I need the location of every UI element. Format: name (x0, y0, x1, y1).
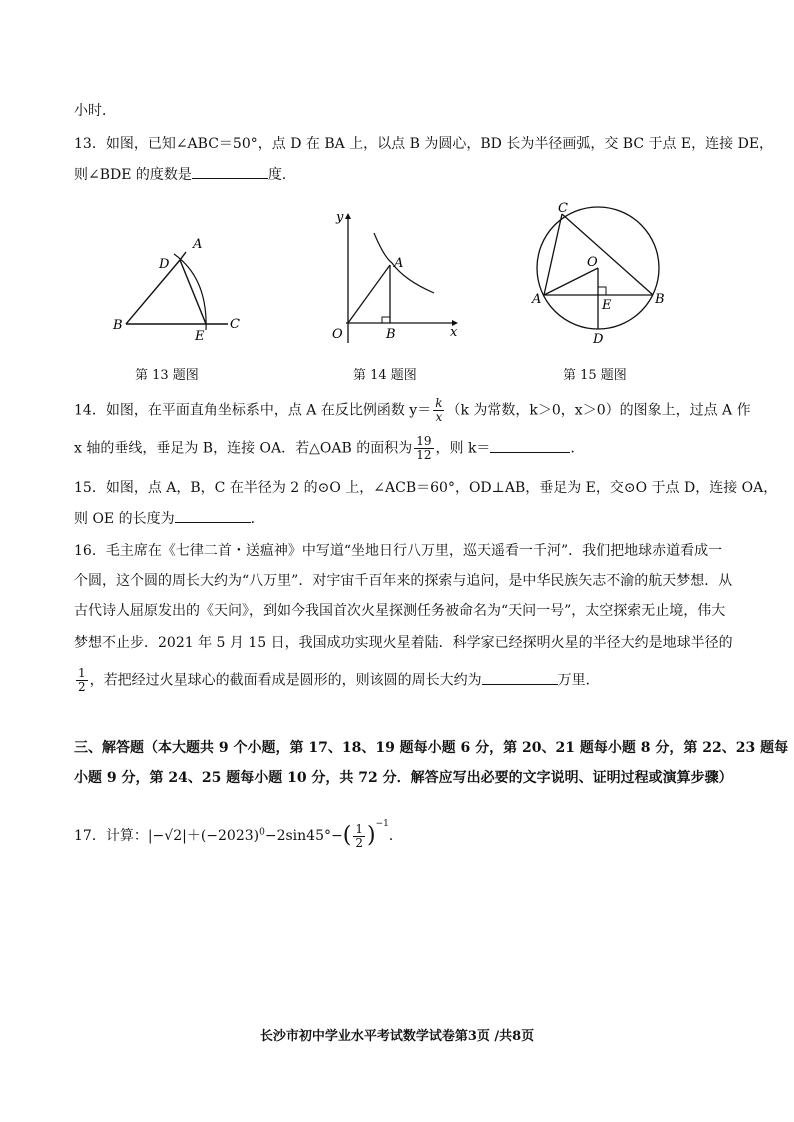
q16-text1: 毛主席在《七律二首・送瘟神》中写道“坐地日行八万里，巡天遥看一千河”．我们把地球赤道看成一 (105, 543, 723, 559)
q17-paren-left: ( (342, 823, 352, 848)
right-angle-mark (382, 317, 390, 323)
q15-line1 (74, 478, 777, 498)
q17-end: ． (388, 828, 403, 844)
fig14-label-4: x (450, 325, 458, 340)
q16-line5 (74, 667, 600, 694)
fig15-label-0: C (558, 201, 568, 216)
arc-de (174, 254, 206, 330)
q16-text5a: ，若把经过火星球心的截面看成是圆形的，则该圆的周长大约为 (89, 672, 482, 689)
q14-frac-num: k (435, 396, 443, 410)
q14-text1b: （k 为常数，k＞0，x＞0）的图象上，过点 A 作 (446, 402, 751, 419)
q15-text2a: 则 OE 的长度为 (74, 511, 175, 527)
q13-answer-blank[interactable] (192, 164, 268, 179)
fig15-label-3: E (602, 298, 612, 313)
q15-number: 15． (74, 480, 106, 496)
q17-frac-den: 2 (355, 835, 363, 850)
line-oa (544, 268, 598, 295)
q17-abs-content: −√2 (152, 828, 183, 844)
q15-answer-blank[interactable] (175, 508, 251, 523)
q14-line2 (74, 435, 584, 462)
q17-line (74, 814, 403, 850)
line-ba (126, 260, 180, 324)
q17-fraction (353, 823, 365, 850)
q16-line2: 个圆，这个圆的周长大约为“八万里”．对宇宙千百年来的探索与追问，是中华民族矢志不渝的航天梦想．从 (74, 573, 733, 589)
fig15-label-4: B (655, 292, 665, 307)
q17-frac-num: 1 (355, 821, 363, 836)
line-cb (562, 214, 653, 295)
q13-text1: 如图，已知∠ABC＝50°，点 D 在 BA 上，以点 B 为圆心，BD 长为半径画弧，交 BC 于点 E，连接 DE， (105, 136, 774, 152)
fig13-label-2: B (113, 318, 123, 333)
q14-text2c: ． (570, 440, 585, 457)
q16-line3: 古代诗人屈原发出的《天问》，到如今我国首次火星探测任务被命名为“天问一号”，太空探索无止境，伟大 (74, 603, 726, 619)
q15-line2 (74, 508, 265, 529)
q16-line1 (74, 541, 722, 561)
q15-text1: 如图，点 A，B，C 在半径为 2 的⊙O 上，∠ACB＝60°，OD⊥AB，垂足为 E，交⊙O 于点 D，连接 OA， (105, 480, 778, 496)
q13-number: 13． (74, 136, 106, 152)
section3-heading-line1: 三、解答题（本大题共 9 个小题，第 17、18、19 题每小题 6 分，第 20、21 题每小题 8 分，第 22、23 题每 (74, 740, 789, 756)
fig14-label-3: B (386, 327, 396, 342)
fig13-caption: 第 13 题图 (135, 368, 199, 383)
q14-function-fraction (433, 397, 444, 424)
q14-area-fraction (414, 435, 433, 462)
section3-heading-line2: 小题 9 分，第 24、25 题每小题 10 分，共 72 分．解答应写出必要的文字说明、证明过程或演算步骤） (74, 770, 733, 786)
q17-paren-right: ) (366, 823, 376, 848)
q15-text2b: ． (250, 511, 265, 527)
page-footer: 长沙市初中学业水平考试数学试卷第3页 /共8页 (259, 1029, 535, 1044)
q17-term2: ＋(−2023) (186, 828, 260, 844)
figure-14 (322, 205, 467, 350)
q14-frac-den: x (435, 410, 443, 424)
fig13-label-3: E (195, 329, 205, 344)
q16-number: 16． (74, 543, 106, 559)
q14-line1 (74, 397, 751, 424)
fig13-label-0: A (193, 237, 203, 252)
q14-text2b: ，则 k＝ (435, 440, 491, 457)
q17-exp0: 0 (259, 827, 265, 838)
q17-exp-neg1: −1 (375, 819, 389, 829)
fig14-label-0: y (336, 210, 344, 225)
q14-text1a: 如图，在平面直角坐标系中，点 A 在反比例函数 y＝ (105, 402, 432, 419)
q14-area-num: 19 (416, 434, 432, 448)
q14-area-den: 12 (416, 448, 432, 462)
q16-frac-num: 1 (78, 666, 86, 680)
q13-text2b: 度． (267, 167, 296, 183)
q12-tail: 小时． (74, 103, 116, 119)
fig15-label-1: O (587, 255, 598, 270)
q14-text2a: x 轴的垂线，垂足为 B，连接 OA．若△OAB 的面积为 (74, 440, 413, 457)
fig15-label-5: D (593, 332, 604, 347)
fig14-caption: 第 14 题图 (353, 368, 417, 383)
q17-number: 17． (74, 828, 106, 844)
q14-number: 14． (74, 402, 106, 419)
q13-text2a: 则∠BDE 的度数是 (74, 167, 192, 183)
figure-15 (530, 200, 680, 348)
q17-abs-right: | (182, 828, 187, 844)
y-axis-arrow (345, 213, 351, 219)
q16-frac-den: 2 (78, 680, 86, 694)
hyperbola-curve (374, 233, 434, 293)
line-oa (348, 265, 390, 323)
q17-abs-left: | (147, 828, 153, 844)
fig13-label-1: D (159, 257, 170, 272)
q13-line1 (74, 134, 773, 154)
fig13-label-4: C (230, 317, 240, 332)
q17-label: 计算： (105, 828, 148, 844)
q16-text5b: 万里． (557, 672, 600, 689)
q17-term3: −2sin45°− (264, 828, 343, 844)
figure-13 (100, 230, 260, 345)
fig14-label-1: A (394, 256, 404, 271)
fig15-label-2: A (532, 292, 542, 307)
q16-fraction (76, 667, 88, 694)
q14-answer-blank[interactable] (490, 438, 570, 453)
q13-line2 (74, 164, 296, 185)
q16-answer-blank[interactable] (482, 670, 558, 685)
q16-line4: 梦想不止步．2021 年 5 月 15 日，我国成功实现火星着陆．科学家已经探明火星的半径大约是地球半径的 (74, 635, 733, 651)
fig15-caption: 第 15 题图 (563, 368, 627, 383)
right-angle-mark (598, 287, 606, 295)
fig14-label-2: O (332, 327, 343, 342)
